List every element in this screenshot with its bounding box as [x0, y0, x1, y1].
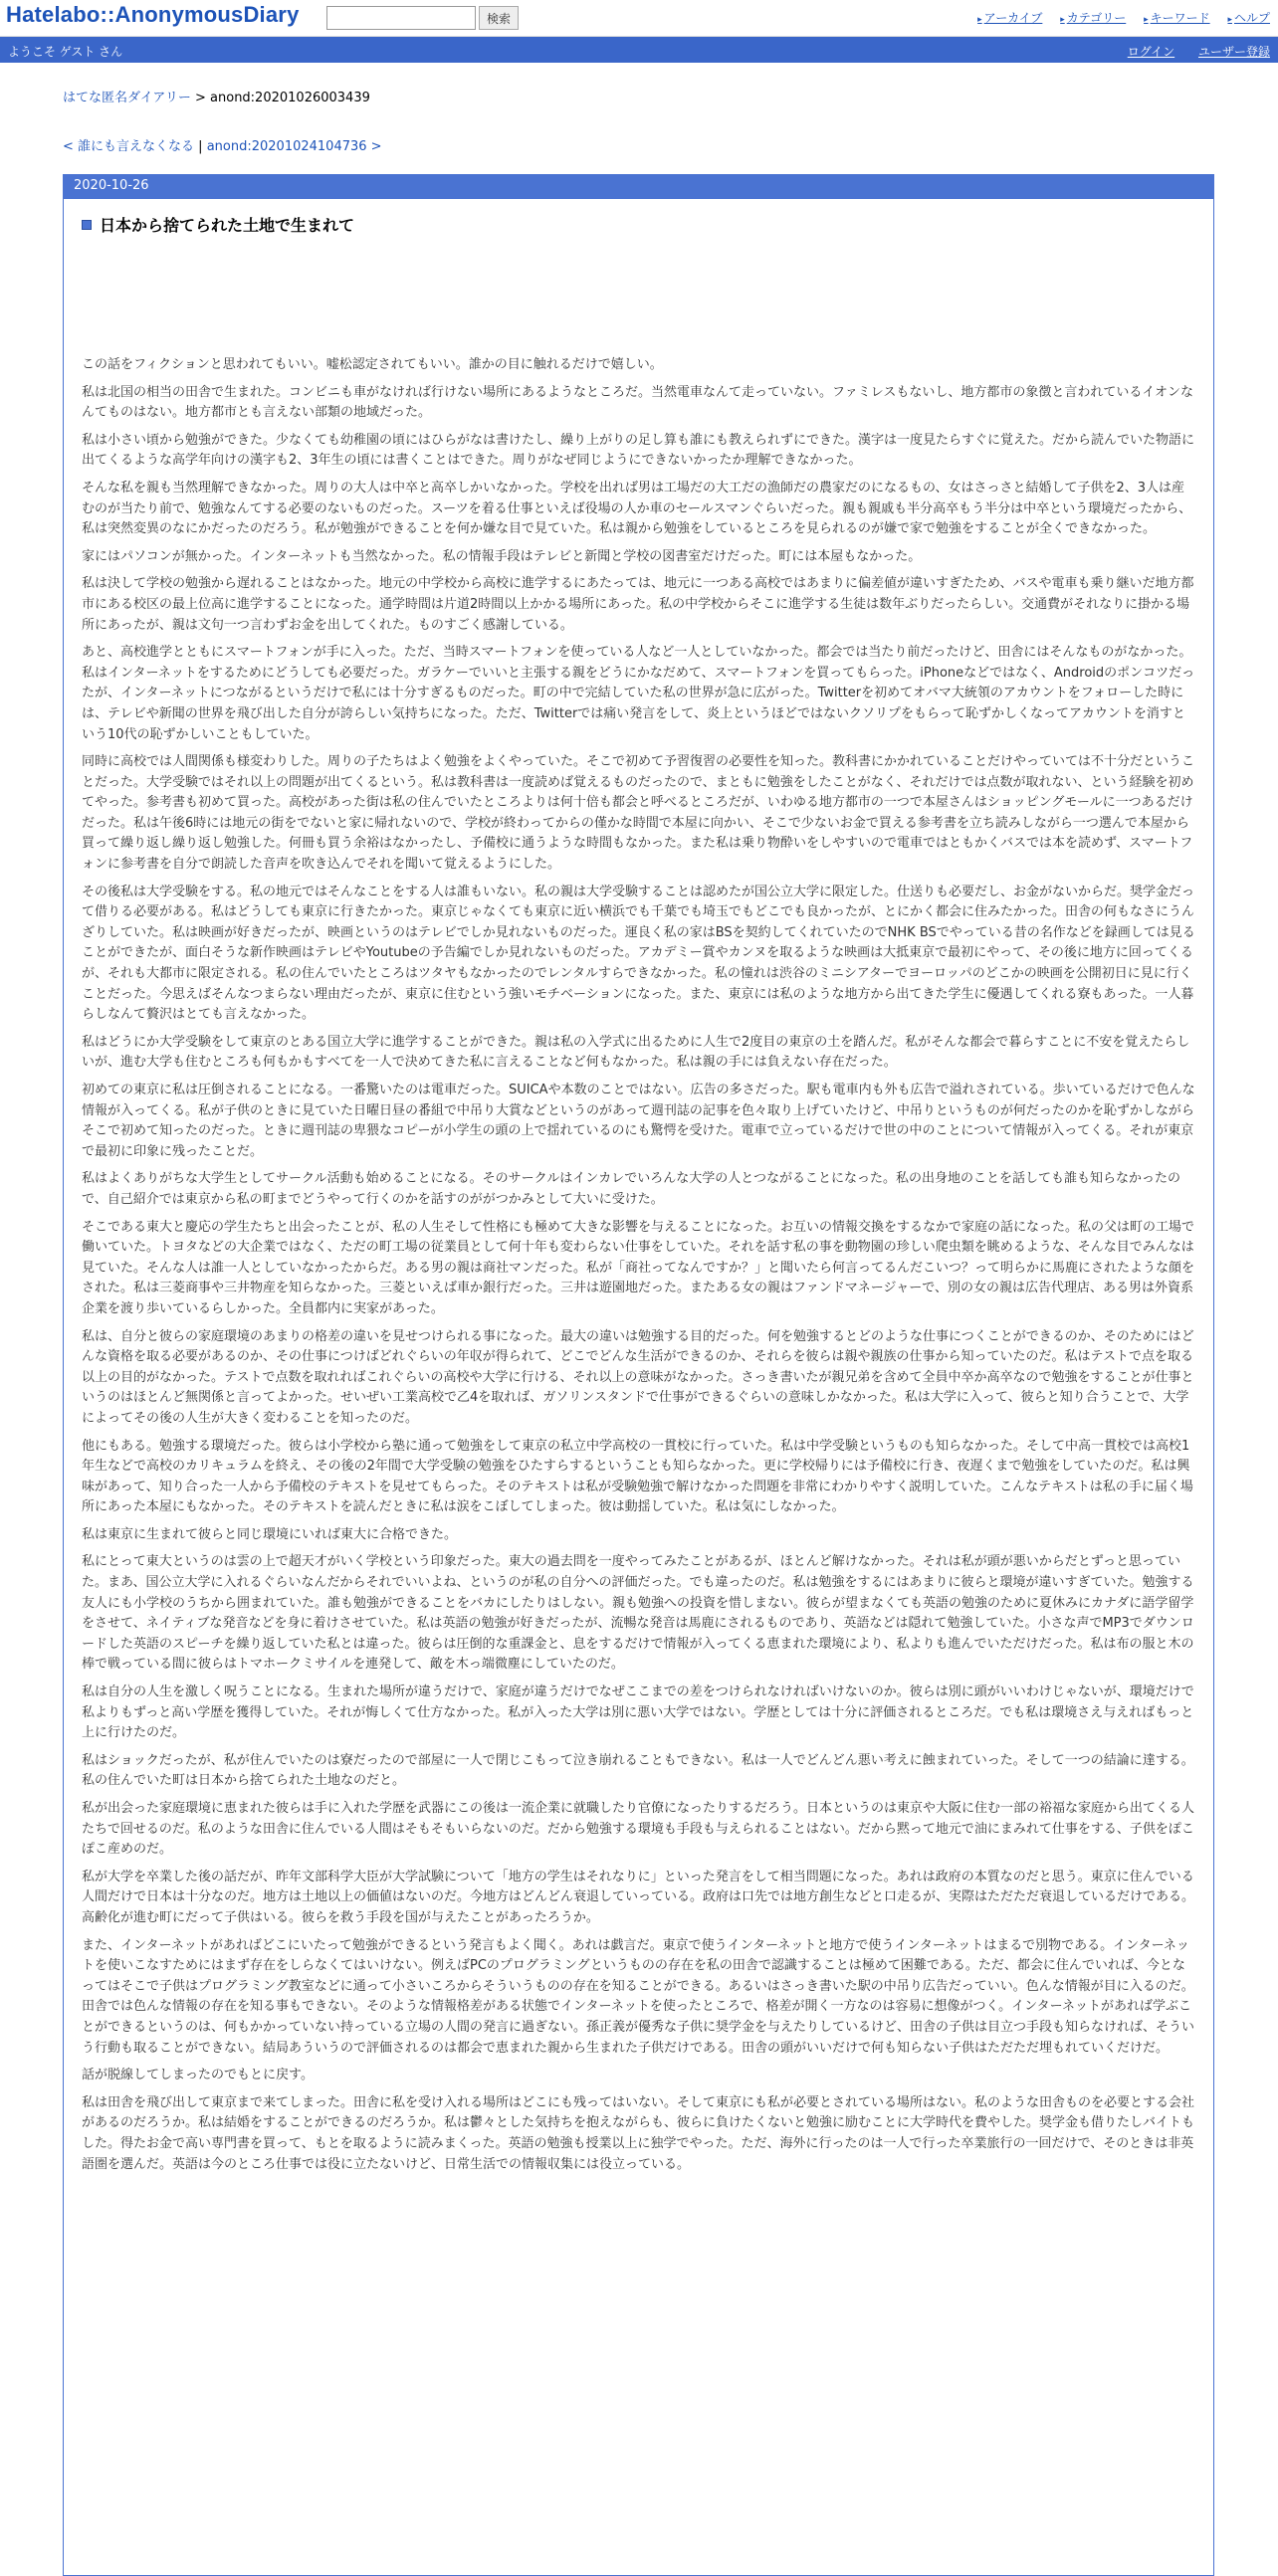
- entry-paragraph: 同時に高校では人間関係も様変わりした。周りの子たちはよく勉強をよくやっていた。そこで初めて予習復習の必要性を知った。教科書にかかれていることだけやっていては不十分だということだった。大学受験ではそれ以上の問題が出てくるという。私は教科書は一度読めば覚えるものだったので、まともに勉強をしたことがなく、それだけでは点数が取れない、という経験を初めてやった。参考書も初めて買った。高校があった街は私の住んでいたところよりは何十倍も都会と呼べるところだが、いわゆる地方都市の一つで本屋さんはショッピングモールに一つあるだけだった。私は午後6時には地元の街をでないと家に帰れないので、学校が終わってからの僅かな時間で本屋に向かい、そこで少ないお金で買える参考書を立ち読みしながら一つ選んで本屋から買って繰り返し繰り返し勉強した。何冊も買う余裕はなかったし、予備校に通うような時間もなかった。また私は乗り物酔いをしやすいので電車ではともかくバスでは本を読めず、スマートフォンに参考書を自分で朗読した音声を吹き込んでそれを聞いて覚えるようにした。: [82, 754, 1195, 873]
- entry-paragraph: 私はよくありがちな大学生としてサークル活動も始めることになる。そのサークルはインカレでいろんな大学の人とつながることになった。私の出身地のことを話しても誰も知らなかったので、自己紹介では東京から私の町までどうやって行くのかを話すのががつかみとして大いに受けた。: [82, 1171, 1180, 1207]
- entry-paragraph: 私にとって東大というのは雲の上で超天才がいく学校という印象だった。東大の過去問を一度やってみたことがあるが、ほとんど解けなかった。それは私が頭が悪いからだとずっと思っていた。まあ、国公立大学に入れるぐらいなんだからそれでいいよね、というのが私の自分への評価だった。でも違ったのだ。私は勉強をするにはあまりに彼らと環境が違いすぎていた。勉強する友人にも小学校のうちから囲まれていた。誰も勉強ができることをバカにしたりはしない。親も勉強への投資を惜しまない。彼らが望まなくても英語の勉強のために夏休みにカナダに語学留学をさせて、ネイティブな発音などを身に着けさせていた。私は英語の勉強が好きだったが、流暢な発音は馬鹿にされるものであり、英語などは隠れて勉強していた。小さな声でMP3でダウンロードした英語のスピーチを繰り返していた私とは違った。彼らは圧倒的な重課金と、息をするだけで情報が入ってくる恵まれた環境により、私よりも進んでいただけだった。私は布の服と木の棒で戦っている間に彼らはトマホークミサイルを連発して、敵を木っ端微塵にしていたのだ。: [82, 1554, 1194, 1673]
- next-entry-link[interactable]: anond:20201024104736 >: [206, 139, 382, 154]
- search-input[interactable]: [326, 6, 476, 30]
- entry-paragraph: 初めての東京に私は圧倒されることになる。一番驚いたのは電車だった。SUICAや本数のことではない。広告の多さだった。駅も電車内も外も広告で溢れされている。歩いているだけで色んな情報が入ってくる。私が子供のときに見ていた日曜日昼の番組で中吊り大賞などというのがあって週刊誌の記事を色々取り上げていたけど、中吊りというものが何だったのかを恥ずかしながらそこで初めて知ったのだった。ときに週刊誌の卑猥なコピーが小学生の頭の上で揺れているのにも驚愕を受けた。電車で立っているだけで世の中のことについて情報が入ってくる。それが東京で最初に印象に残ったことだ。: [82, 1083, 1195, 1159]
- site-banner: [0, 0, 1278, 37]
- entry-paragraph: 私は北国の相当の田舎で生まれた。コンビニも車がなければ行けない場所にあるようなところだ。当然電車なんて走っていない。ファミレスもないし、地方都市の象徴と言われているイオンなんてものはない。地方都市とも言えない部類の地域だった。: [82, 384, 1193, 421]
- entry-paragraph: 私が出会った家庭環境に恵まれた彼らは手に入れた学歴を武器にこの後は一流企業に就職したり官僚になったりするだろう。日本というのは東京や大阪に住む一部の裕福な家庭から出てくる人たちで回せるのだ。私のような田舎に住んでいる人間はそもそもいらないのだ。だから勉強する環境も手段も与えられることはない。だから黙って地元で油にまみれて仕事をする、子供をぽこぽこ産めのだ。: [82, 1801, 1195, 1858]
- entry-paragraph: 他にもある。勉強する環境だった。彼らは小学校から塾に通って勉強をして東京の私立中学高校の一貫校に行っていた。私は中学受験というものも知らなかった。そして中高一貫校では高校1年生などで高校のカリキュラムを終え、その後の2年間で大学受験の勉強をひたすらするということも知らなかった。更に学校帰りには予備校に行き、夜遅くまで勉強をしていたのだ。私は興味があって、知り合った一人から予備校のテキストを見せてもらった。そのテキストは私が受験勉強で解けなかった問題を非常にわかりやすく説明していた。こんなテキストは私の手に届く場所にあった本屋にもなかった。そのテキストを読んだときに私は涙をこぼしてしまった。彼は動揺していた。私は気にしなかった。: [82, 1438, 1193, 1515]
- nav-archive-label: アーカイブ: [983, 11, 1043, 25]
- breadcrumb-separator: >: [194, 91, 206, 105]
- entry-pager: [63, 135, 1214, 154]
- entry-paragraph: 家にはパソコンが無かった。インターネットも当然なかった。私の情報手段はテレビと新聞と学校の図書室だけだった。町には本屋もなかった。: [82, 548, 922, 564]
- entry-paragraph: 私はどうにか大学受験をして東京のとある国立大学に進学することができた。親は私の入学式に出るために人生で2度目の東京の土を踏んだ。私がそんな都会で暮らすことに不安を覚えたらしいが、進む大学も住むところも何もかもすべてを一人で決めてきた私に言えることなど何もなかった。私は親の手には負えない存在だった。: [82, 1034, 1190, 1071]
- arrow-right-icon: ▸: [1060, 15, 1065, 25]
- nav-keyword-label: キーワード: [1150, 11, 1210, 25]
- entry-body: [82, 355, 1195, 2175]
- entry-paragraph: あと、高校進学とともにスマートフォンが手に入った。ただ、当時スマートフォンを使っている人など一人としていなかった。都会では当たり前だったけど、田舎にはそんなものがなかった。私はインターネットをするためにどうしても必要だった。ガラケーでいいと主張する親をどうにかなだめて、スマートフォンを買ってもらった。iPhoneなどではなく、Androidのポンコツだったが、インターネットにつながるというだけで私には十分すぎるものだった。町の中で完結していた私の世界が急に広がった。Twitterを初めてオバマ大統領のアカウントをフォローした時には、テレビや新聞の世界を飛び出した自分が誇らしい気持ちになった。ただ、Twitterでは痛い発言をして、炎上というほどではないクソリプをもらって恥ずかしくなってアカウントを消すという10代の恥ずかしいこともしていた。: [82, 645, 1195, 742]
- entry-paragraph: 私は自分の人生を激しく呪うことになる。生まれた場所が違うだけで、家庭が違うだけでなぜここまでの差をつけられなければいけないのか。彼らは別に頭がいいわけじゃないが、環境だけで私よりもずっと高い学歴を獲得していた。それが悔しくて仕方なかった。私が入った大学は別に悪い大学ではない。学歴としては十分に評価されるところだ。でも私は環境さえ与えればもっと上に行けたのだ。: [82, 1684, 1194, 1741]
- entry-paragraph: 私は、自分と彼らの家庭環境のあまりの格差の違いを見せつけられる事になった。最大の違いは勉強する目的だった。何を勉強するとどのような仕事につくことができるのか、そのためにはどんな資格を取る必要があるのか、その仕事につけばどれぐらいの年収が得られて、どこでどんな生活ができるのか、それらを彼らは親や親族の仕事から知っていたのだ。私はテストで点を取る以上の目的がなかった。テストで点数を取れればこれぐらいの高校や大学に行ける、それ以上の意味がなかった。さっき書いたが親兄弟を含めて全員中卒か高卒なので勉強をすることが仕事というのはほとんど無関係と言ってよかった。せいぜい工業高校で乙4を取れば、ガソリンスタンドで仕事ができるぐらいの意味しかなかった。私は大学に入って、彼らと知り合うことで、大学によってその後の人生が大きく変わることを知ったのだ。: [82, 1328, 1194, 1426]
- prev-entry-link[interactable]: < 誰にも言えなくなる: [63, 139, 195, 154]
- entry-paragraph: 私はショックだったが、私が住んでいたのは寮だったので部屋に一人で閉じこもって泣き崩れることもできない。私は一人でどんどん悪い考えに蝕まれていった。そして一つの結論に達する。私の住んでいた町は日本から捨てられた土地なのだと。: [82, 1752, 1194, 1789]
- entry-title: [82, 213, 1195, 236]
- entry-paragraph: 私は小さい頃から勉強ができた。少なくても幼稚園の頃にはひらがなは書けたし、繰り上がりの足し算も誰にも教えられずにできた。漢字は一度見たらすぐに覚えた。だから読んでいた物語に出てくるような高学年向けの漢字も2、3年生の頃には書くことはできた。周りがなぜ同じようにできないかったか理解できなかった。: [82, 432, 1195, 469]
- nav-category-label: カテゴリー: [1066, 11, 1127, 25]
- breadcrumb: [63, 87, 1214, 105]
- site-logo[interactable]: Hatelabo::AnonymousDiary: [6, 2, 300, 27]
- login-link[interactable]: ログイン: [1127, 45, 1175, 59]
- entry-paragraph: また、インターネットがあればどこにいたって勉強ができるという発言もよく聞く。あれは戯言だ。東京で使うインターネットと地方で使うインターネットはまるで別物である。インターネットを使いこなすためにはまず存在をしらなくてはいけない。例えばPCのプログラミングというものの存在を私の田舎で認識することは極めて困難である。ただ、都会に住んでいれば、今となってはそこで子供はプログラミング教室などに通って小さいころからそういうものの存在を知ることができる。あるいはさっき書いた駅の中吊り広告だっていい。色んな情報が目に入るのだ。田舎では色んな情報の存在を知る事もできない。そのような情報格差がある状態でインターネットを使ったところで、格差が開く一方なのは容易に想像がつく。インターネットがあれば学ぶことができるというのは、何もかかっていない持っている立場の人間の発言に過ぎない。孫正義が優秀な子供に奨学金を与えたりしているけど、田舎の子供は目立つ手段も知らなければ、そういう行動も取ることができない。結局あういうので評価されるのは都会で恵まれた親から生まれた子供だけである。田舎の頭がいいだけで何も知らない子供はただただ埋もれていくだけだ。: [82, 1937, 1195, 2056]
- user-bar: [0, 37, 1278, 63]
- arrow-right-icon: ▸: [977, 15, 982, 25]
- blank-area: [82, 236, 1195, 355]
- entry-paragraph: そんな私を親も当然理解できなかった。周りの大人は中卒と高卒しかいなかった。学校を出れば男は工場だの大工だの漁師だの農家だのになるもの、女はさっさと結婚して子供を2、3人は産むのが当たり前で、勉強なんてする必要のないものだった。スーツを着る仕事といえば役場の人か車のセールスマンぐらいだった。親も親戚も半分高卒もう半分は中卒という環境だったから、私は突然変異のなにかだったのだろう。私が勉強ができることを何か嫌な目で見ていた。私は親から勉強をしているところを見られるのが嫌で家で勉強をすることが全くできなかった。: [82, 480, 1192, 537]
- nav-archive[interactable]: [977, 11, 1042, 25]
- entry-paragraph: そこである東大と慶応の学生たちと出会ったことが、私の人生そして性格にも極めて大きな影響を与えることになった。お互いの情報交換をするなかで家庭の話になった。私の父は町の工場で働いていた。トヨタなどの大企業ではなく、ただの町工場の従業員として何十年も変わらない仕事をしていた。それを話す私の事を動物園の珍しい爬虫類を眺めるような、そんな目でみんなは見ていた。そんな人は誰一人としていなかったからだ。ある男の親は商社マンだった。私が「商社ってなんですか？」と聞いたら何言ってるんだこいつ？って明らかに馬鹿にされたような顔をされた。私は三菱商事や三井物産を知らなかった。三菱といえば車か銀行だった。三井は遊園地だった。またある女の親はファンドマネージャーで、別の女の親は広告代理店、ある男は外資系企業を渡り歩いているらしかった。全員都内に実家があった。: [82, 1219, 1195, 1316]
- nav-keyword[interactable]: [1144, 11, 1210, 25]
- breadcrumb-home-link[interactable]: はてな匿名ダイアリー: [63, 91, 191, 105]
- nav-category[interactable]: [1060, 11, 1126, 25]
- section-square-icon[interactable]: [82, 220, 92, 230]
- arrow-right-icon: ▸: [1144, 15, 1149, 25]
- entry-paragraph: 私は田舎を飛び出して東京まで来てしまった。田舎に私を受け入れる場所はどこにも残ってはいない。そして東京にも私が必要とされている場所はない。私のような田舎ものを必要とする会社があるのだろうか。私は結婚をすることができるのだろうか。私は鬱々とした気持ちを抱えながらも、彼らに負けたくないと勉強に励むことに大学時代を費やした。奨学金も借りたしバイトもした。得たお金で高い専門書を買って、もとを取るように読みまくった。英語の勉強も授業以上に独学でやった。ただ、海外に行ったのは一人で行った卒業旅行の一回だけで、そのときは非英語圏を選んだ。英語は今のところ仕事では役に立たないけど、日常生活での情報収集には役立っている。: [82, 2094, 1195, 2172]
- entry-paragraph: 私が大学を卒業した後の話だが、昨年文部科学大臣が大学試験について「地方の学生はそれなりに」といった発言をして相当問題になった。あれは政府の本質なのだと思う。東京に住んでいる人間だけで日本は十分なのだ。地方は土地以上の価値はないのだ。今地方はどんどん衰退していっている。政府は口先では地方創生などと口走るが、実際はただただ衰退しているだけである。高齢化が進む町にだって子供はいる。彼らを救う手段を国が与えたことがあったろうか。: [82, 1869, 1195, 1925]
- breadcrumb-current: anond:20201026003439: [210, 91, 370, 105]
- pager-separator: |: [198, 139, 203, 154]
- day-date: 2020-10-26: [64, 175, 1213, 199]
- entry-paragraph: その後私は大学受験をする。私の地元ではそんなことをする人は誰もいない。私の親は大学受験することは認めたが国公立大学に限定した。仕送りも必要だし、お金がないからだ。奨学金だって借りる必要がある。私はどうしても東京に行きたかった。東京じゃなくても東京に近い横浜でも千葉でも埼玉でもどこでも良かったが、とにかく都会に住みたかった。田舎の何もなさにうんざりしていた。私は映画が好きだったが、映画というのはテレビでしか見れないものだった。運良く私の家はBSを契約してくれていたのでNHK BSでやっている昔の名作などを録画しては見ることができたが、面白そうな新作映画はテレビやYoutubeの予告編でしか見れないものだった。アカデミー賞やカンヌを取るような映画は大抵東京で最初にやって、その後に地方に回ってくるが、それも大都市に限定される。私の住んでいたところはツタヤもなかったのでレンタルすらできなかった。私の憧れは渋谷のミニシアターでヨーロッパのどこかの映画を公開初日に見に行くことだった。今思えばそんなつまらない理由だったが、東京に住むという強いモチベーションになった。また、東京には私のような地方から出てきた学生に優遇してくれる寮もあった。一人暮らしなんて贅沢はとても言えなかった。: [82, 884, 1195, 1023]
- register-link[interactable]: ユーザー登録: [1197, 45, 1270, 59]
- arrow-right-icon: ▸: [1227, 15, 1232, 25]
- global-nav: [963, 9, 1270, 26]
- main-content: [0, 87, 1278, 2576]
- day-block: [63, 174, 1214, 2576]
- entry-paragraph: 私は決して学校の勉強から遅れることはなかった。地元の中学校から高校に進学するにあたっては、地元に一つある高校ではあまりに偏差値が違いすぎたため、バスや電車も乗り継いだ地方都市にある校区の最上位高に進学することになった。通学時間は片道2時間以上かかる場所にあった。私の中学校からそこに進学する生徒は数年ぶりだったらしい。交通費がそれなりに掛かる場所にあったが、親は文句一つ言わずお金を出してくれた。ものすごく感謝している。: [82, 576, 1194, 633]
- entry-section: [64, 199, 1213, 2175]
- search-button[interactable]: 検索: [479, 6, 519, 30]
- welcome-text: ようこそ ゲスト さん: [8, 45, 123, 59]
- entry-paragraph: この話をフィクションと思われてもいい。嘘松認定されてもいい。誰かの目に触れるだけで嬉しい。: [82, 357, 663, 372]
- entry-title-text: 日本から捨てられた土地で生まれて: [100, 216, 355, 235]
- user-links: [1108, 43, 1270, 60]
- nav-help[interactable]: [1227, 11, 1270, 25]
- nav-help-label: ヘルプ: [1233, 11, 1270, 25]
- entry-paragraph: 話が脱線してしまったのでもとに戻す。: [82, 2068, 314, 2083]
- entry-paragraph: 私は東京に生まれて彼らと同じ環境にいれば東大に合格できた。: [82, 1526, 458, 1542]
